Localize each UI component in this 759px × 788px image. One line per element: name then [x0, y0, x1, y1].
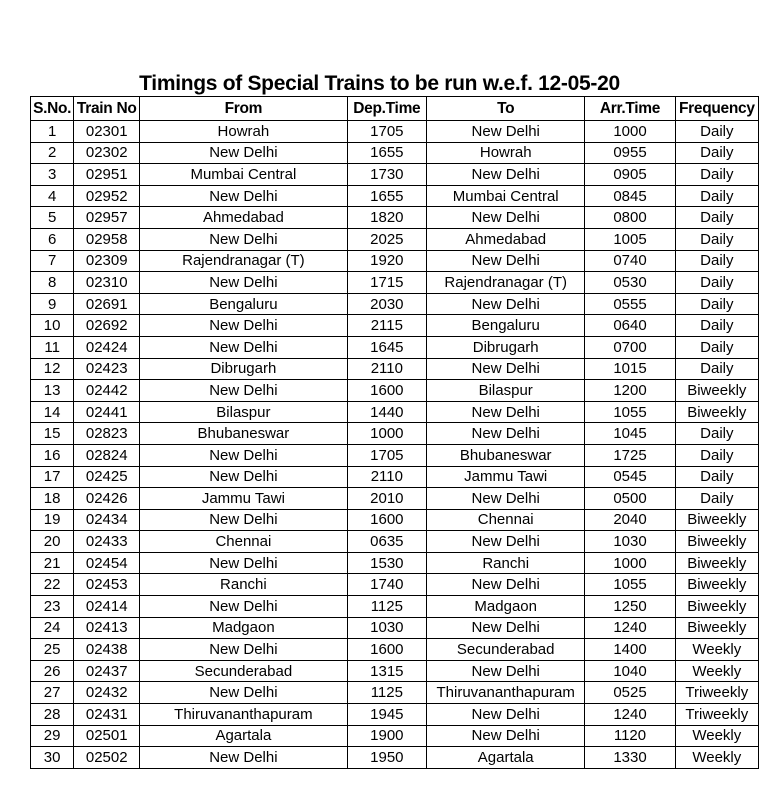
cell-arr-time: 1015 — [585, 358, 675, 380]
cell-train-no: 02432 — [74, 682, 140, 704]
cell-to: New Delhi — [427, 207, 585, 229]
cell-to: Mumbai Central — [427, 185, 585, 207]
cell-from: Madgaon — [140, 617, 347, 639]
table-row — [31, 617, 759, 639]
cell-dep-time: 1730 — [347, 164, 426, 186]
cell-train-no: 02824 — [74, 444, 140, 466]
cell-sno: 23 — [31, 596, 74, 618]
cell-from: Bengaluru — [140, 293, 347, 315]
cell-to: Bilaspur — [427, 380, 585, 402]
cell-arr-time: 1240 — [585, 704, 675, 726]
cell-sno: 21 — [31, 552, 74, 574]
cell-sno: 29 — [31, 725, 74, 747]
cell-from: Howrah — [140, 121, 347, 143]
cell-from: Agartala — [140, 725, 347, 747]
cell-dep-time: 1600 — [347, 380, 426, 402]
cell-to: New Delhi — [427, 531, 585, 553]
cell-to: New Delhi — [427, 423, 585, 445]
table-row — [31, 380, 759, 402]
cell-sno: 7 — [31, 250, 74, 272]
cell-frequency: Daily — [675, 164, 758, 186]
cell-to: Ranchi — [427, 552, 585, 574]
cell-dep-time: 1705 — [347, 444, 426, 466]
cell-to: New Delhi — [427, 164, 585, 186]
cell-train-no: 02823 — [74, 423, 140, 445]
cell-to: Bengaluru — [427, 315, 585, 337]
cell-from: New Delhi — [140, 185, 347, 207]
cell-arr-time: 2040 — [585, 509, 675, 531]
cell-to: Dibrugarh — [427, 336, 585, 358]
cell-frequency: Daily — [675, 488, 758, 510]
table-row — [31, 336, 759, 358]
cell-train-no: 02454 — [74, 552, 140, 574]
cell-to: New Delhi — [427, 250, 585, 272]
cell-dep-time: 1530 — [347, 552, 426, 574]
table-row — [31, 660, 759, 682]
cell-dep-time: 1125 — [347, 682, 426, 704]
cell-arr-time: 0500 — [585, 488, 675, 510]
cell-dep-time: 1820 — [347, 207, 426, 229]
table-row — [31, 444, 759, 466]
cell-arr-time: 0640 — [585, 315, 675, 337]
cell-train-no: 02692 — [74, 315, 140, 337]
table-row — [31, 639, 759, 661]
cell-frequency: Daily — [675, 142, 758, 164]
cell-from: Rajendranagar (T) — [140, 250, 347, 272]
table-row — [31, 401, 759, 423]
cell-dep-time: 2025 — [347, 228, 426, 250]
cell-frequency: Weekly — [675, 725, 758, 747]
cell-arr-time: 0545 — [585, 466, 675, 488]
cell-arr-time: 1330 — [585, 747, 675, 769]
cell-dep-time: 1600 — [347, 639, 426, 661]
cell-dep-time: 1000 — [347, 423, 426, 445]
cell-to: New Delhi — [427, 660, 585, 682]
cell-sno: 4 — [31, 185, 74, 207]
cell-frequency: Daily — [675, 466, 758, 488]
cell-train-no: 02957 — [74, 207, 140, 229]
cell-frequency: Biweekly — [675, 401, 758, 423]
cell-from: New Delhi — [140, 552, 347, 574]
cell-dep-time: 1315 — [347, 660, 426, 682]
table-row — [31, 358, 759, 380]
cell-sno: 30 — [31, 747, 74, 769]
cell-train-no: 02309 — [74, 250, 140, 272]
cell-from: New Delhi — [140, 444, 347, 466]
cell-frequency: Daily — [675, 272, 758, 294]
cell-train-no: 02951 — [74, 164, 140, 186]
cell-dep-time: 2110 — [347, 466, 426, 488]
cell-arr-time: 1120 — [585, 725, 675, 747]
cell-to: New Delhi — [427, 488, 585, 510]
cell-from: Ahmedabad — [140, 207, 347, 229]
cell-from: Ranchi — [140, 574, 347, 596]
cell-sno: 5 — [31, 207, 74, 229]
cell-arr-time: 1055 — [585, 574, 675, 596]
cell-arr-time: 0555 — [585, 293, 675, 315]
cell-sno: 19 — [31, 509, 74, 531]
cell-frequency: Daily — [675, 423, 758, 445]
cell-frequency: Biweekly — [675, 531, 758, 553]
table-row — [31, 704, 759, 726]
cell-to: New Delhi — [427, 574, 585, 596]
cell-frequency: Biweekly — [675, 380, 758, 402]
table-title: Timings of Special Trains to be run w.e.f. 12-05-20 — [139, 72, 620, 95]
cell-sno: 12 — [31, 358, 74, 380]
cell-train-no: 02301 — [74, 121, 140, 143]
cell-frequency: Triweekly — [675, 704, 758, 726]
cell-frequency: Daily — [675, 228, 758, 250]
cell-dep-time: 1740 — [347, 574, 426, 596]
cell-train-no: 02413 — [74, 617, 140, 639]
cell-to: Madgaon — [427, 596, 585, 618]
cell-from: New Delhi — [140, 639, 347, 661]
cell-arr-time: 1005 — [585, 228, 675, 250]
table-row — [31, 466, 759, 488]
table-row — [31, 682, 759, 704]
cell-from: Thiruvananthapuram — [140, 704, 347, 726]
cell-arr-time: 1040 — [585, 660, 675, 682]
cell-dep-time: 1440 — [347, 401, 426, 423]
cell-train-no: 02414 — [74, 596, 140, 618]
cell-from: New Delhi — [140, 509, 347, 531]
cell-dep-time: 1655 — [347, 185, 426, 207]
cell-frequency: Biweekly — [675, 509, 758, 531]
table-row — [31, 164, 759, 186]
cell-frequency: Daily — [675, 444, 758, 466]
cell-arr-time: 0800 — [585, 207, 675, 229]
cell-sno: 3 — [31, 164, 74, 186]
table-row — [31, 488, 759, 510]
cell-to: Agartala — [427, 747, 585, 769]
cell-arr-time: 1000 — [585, 121, 675, 143]
cell-to: New Delhi — [427, 725, 585, 747]
cell-frequency: Weekly — [675, 639, 758, 661]
header-to: To — [427, 97, 585, 121]
cell-arr-time: 1240 — [585, 617, 675, 639]
cell-arr-time: 1725 — [585, 444, 675, 466]
cell-sno: 22 — [31, 574, 74, 596]
cell-to: New Delhi — [427, 293, 585, 315]
table-row — [31, 272, 759, 294]
cell-to: New Delhi — [427, 401, 585, 423]
cell-frequency: Daily — [675, 336, 758, 358]
cell-from: New Delhi — [140, 466, 347, 488]
cell-arr-time: 1030 — [585, 531, 675, 553]
cell-frequency: Biweekly — [675, 552, 758, 574]
cell-dep-time: 1715 — [347, 272, 426, 294]
cell-from: Secunderabad — [140, 660, 347, 682]
cell-dep-time: 1920 — [347, 250, 426, 272]
cell-frequency: Daily — [675, 293, 758, 315]
table-row — [31, 552, 759, 574]
header-dep-time: Dep.Time — [347, 97, 426, 121]
table-row — [31, 531, 759, 553]
cell-from: New Delhi — [140, 380, 347, 402]
cell-train-no: 02426 — [74, 488, 140, 510]
cell-arr-time: 0845 — [585, 185, 675, 207]
cell-dep-time: 2110 — [347, 358, 426, 380]
cell-frequency: Weekly — [675, 747, 758, 769]
cell-to: Chennai — [427, 509, 585, 531]
cell-train-no: 02453 — [74, 574, 140, 596]
cell-arr-time: 1400 — [585, 639, 675, 661]
cell-sno: 6 — [31, 228, 74, 250]
cell-from: Jammu Tawi — [140, 488, 347, 510]
table-row — [31, 250, 759, 272]
cell-to: New Delhi — [427, 358, 585, 380]
cell-to: Jammu Tawi — [427, 466, 585, 488]
table-row — [31, 142, 759, 164]
cell-to: Rajendranagar (T) — [427, 272, 585, 294]
table-row — [31, 293, 759, 315]
cell-sno: 13 — [31, 380, 74, 402]
header-frequency: Frequency — [675, 97, 758, 121]
cell-sno: 25 — [31, 639, 74, 661]
cell-dep-time: 1655 — [347, 142, 426, 164]
cell-arr-time: 0525 — [585, 682, 675, 704]
cell-from: New Delhi — [140, 142, 347, 164]
cell-sno: 28 — [31, 704, 74, 726]
cell-from: Bilaspur — [140, 401, 347, 423]
cell-train-no: 02442 — [74, 380, 140, 402]
cell-sno: 18 — [31, 488, 74, 510]
cell-arr-time: 0530 — [585, 272, 675, 294]
cell-train-no: 02423 — [74, 358, 140, 380]
table-row — [31, 121, 759, 143]
cell-from: New Delhi — [140, 596, 347, 618]
cell-dep-time: 1705 — [347, 121, 426, 143]
cell-sno: 20 — [31, 531, 74, 553]
cell-to: Thiruvananthapuram — [427, 682, 585, 704]
cell-train-no: 02952 — [74, 185, 140, 207]
table-row — [31, 423, 759, 445]
header-sno: S.No. — [31, 97, 74, 121]
cell-to: Bhubaneswar — [427, 444, 585, 466]
cell-train-no: 02438 — [74, 639, 140, 661]
table-row — [31, 596, 759, 618]
cell-from: New Delhi — [140, 747, 347, 769]
cell-frequency: Daily — [675, 315, 758, 337]
cell-train-no: 02501 — [74, 725, 140, 747]
cell-arr-time: 0905 — [585, 164, 675, 186]
cell-arr-time: 0700 — [585, 336, 675, 358]
cell-dep-time: 2115 — [347, 315, 426, 337]
cell-train-no: 02424 — [74, 336, 140, 358]
table-row — [31, 228, 759, 250]
cell-frequency: Biweekly — [675, 596, 758, 618]
cell-frequency: Daily — [675, 358, 758, 380]
cell-from: Bhubaneswar — [140, 423, 347, 445]
cell-sno: 15 — [31, 423, 74, 445]
cell-dep-time: 1125 — [347, 596, 426, 618]
cell-arr-time: 1045 — [585, 423, 675, 445]
cell-sno: 27 — [31, 682, 74, 704]
header-arr-time: Arr.Time — [585, 97, 675, 121]
cell-train-no: 02431 — [74, 704, 140, 726]
table-row — [31, 725, 759, 747]
cell-sno: 17 — [31, 466, 74, 488]
cell-to: Ahmedabad — [427, 228, 585, 250]
cell-from: Dibrugarh — [140, 358, 347, 380]
cell-train-no: 02425 — [74, 466, 140, 488]
cell-sno: 11 — [31, 336, 74, 358]
cell-to: New Delhi — [427, 704, 585, 726]
cell-arr-time: 0740 — [585, 250, 675, 272]
cell-sno: 8 — [31, 272, 74, 294]
table-row — [31, 207, 759, 229]
table-row — [31, 509, 759, 531]
train-timings-table — [30, 96, 759, 769]
cell-dep-time: 1600 — [347, 509, 426, 531]
cell-frequency: Biweekly — [675, 574, 758, 596]
cell-arr-time: 1250 — [585, 596, 675, 618]
cell-from: Mumbai Central — [140, 164, 347, 186]
cell-from: Chennai — [140, 531, 347, 553]
cell-train-no: 02434 — [74, 509, 140, 531]
cell-sno: 9 — [31, 293, 74, 315]
cell-train-no: 02433 — [74, 531, 140, 553]
cell-frequency: Triweekly — [675, 682, 758, 704]
table-row — [31, 185, 759, 207]
cell-arr-time: 1000 — [585, 552, 675, 574]
cell-sno: 24 — [31, 617, 74, 639]
cell-sno: 1 — [31, 121, 74, 143]
cell-dep-time: 1950 — [347, 747, 426, 769]
cell-dep-time: 0635 — [347, 531, 426, 553]
cell-frequency: Daily — [675, 250, 758, 272]
header-train-no: Train No — [74, 97, 140, 121]
cell-to: New Delhi — [427, 617, 585, 639]
cell-from: New Delhi — [140, 315, 347, 337]
cell-train-no: 02691 — [74, 293, 140, 315]
cell-frequency: Daily — [675, 185, 758, 207]
cell-dep-time: 1645 — [347, 336, 426, 358]
cell-from: New Delhi — [140, 682, 347, 704]
cell-arr-time: 1055 — [585, 401, 675, 423]
cell-dep-time: 2030 — [347, 293, 426, 315]
table-row — [31, 315, 759, 337]
cell-train-no: 02958 — [74, 228, 140, 250]
cell-dep-time: 1945 — [347, 704, 426, 726]
cell-sno: 26 — [31, 660, 74, 682]
cell-train-no: 02437 — [74, 660, 140, 682]
cell-dep-time: 1900 — [347, 725, 426, 747]
cell-sno: 2 — [31, 142, 74, 164]
cell-sno: 16 — [31, 444, 74, 466]
cell-frequency: Biweekly — [675, 617, 758, 639]
cell-sno: 14 — [31, 401, 74, 423]
table-row — [31, 574, 759, 596]
cell-train-no: 02502 — [74, 747, 140, 769]
cell-from: New Delhi — [140, 336, 347, 358]
header-row — [31, 97, 759, 121]
cell-frequency: Weekly — [675, 660, 758, 682]
cell-train-no: 02441 — [74, 401, 140, 423]
cell-arr-time: 1200 — [585, 380, 675, 402]
cell-arr-time: 0955 — [585, 142, 675, 164]
cell-dep-time: 1030 — [347, 617, 426, 639]
cell-to: Secunderabad — [427, 639, 585, 661]
cell-train-no: 02310 — [74, 272, 140, 294]
cell-sno: 10 — [31, 315, 74, 337]
cell-from: New Delhi — [140, 228, 347, 250]
cell-train-no: 02302 — [74, 142, 140, 164]
table-row — [31, 747, 759, 769]
cell-frequency: Daily — [675, 121, 758, 143]
cell-to: New Delhi — [427, 121, 585, 143]
cell-frequency: Daily — [675, 207, 758, 229]
table-body — [31, 121, 759, 769]
header-from: From — [140, 97, 347, 121]
cell-to: Howrah — [427, 142, 585, 164]
cell-from: New Delhi — [140, 272, 347, 294]
cell-dep-time: 2010 — [347, 488, 426, 510]
